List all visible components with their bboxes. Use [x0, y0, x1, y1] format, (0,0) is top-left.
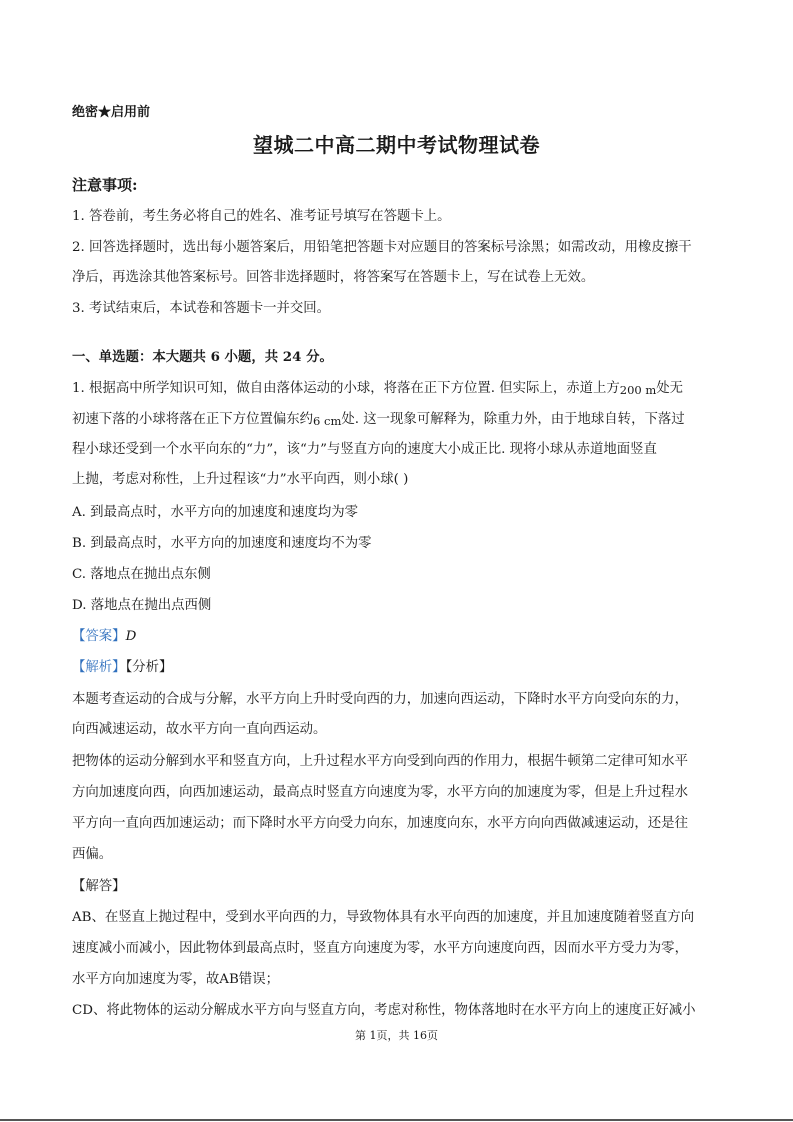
notice-item-2: 2. 回答选择题时，选出每小题答案后，用铅笔把答题卡对应题目的答案标号涂黑；如需改动，用橡皮擦干: [72, 240, 692, 255]
analysis-line: 本题考查运动的合成与分解，水平方向上升时受向西的力，加速向西运动，下降时水平方向受向东的力，: [72, 692, 688, 707]
notice-item-3: 3. 考试结束后，本试卷和答题卡一并交回。: [72, 301, 331, 316]
option-b: B. 到最高点时，水平方向的加速度和速度均不为零: [72, 536, 372, 551]
analysis-line: 平方向一直向西加速运动；而下降时水平方向受力向东，加速度向东，水平方向向西做减速运动，还是往: [72, 816, 688, 831]
q-unit-offset: 6 cm: [313, 414, 342, 428]
answer-value: D: [125, 629, 137, 644]
notice-item-2-cont: 净后，再选涂其他答案标号。回答非选择题时，将答案写在答题卡上，写在试卷上无效。: [72, 270, 595, 285]
analysis-line: 方向加速度向西，向西加速运动，最高点时竖直方向速度为零，水平方向的加速度为零，但是上升过程水: [72, 785, 688, 800]
analysis-row: [72, 658, 172, 678]
question-line-4: 上抛，考虑对称性，上升过程该“力”水平向西，则小球( ): [72, 472, 409, 487]
option-a: A. 到最高点时，水平方向的加速度和速度均为零: [72, 505, 358, 520]
question-line-1: [72, 378, 683, 399]
q-text: 处. 这一现象可解释为，除重力外，由于地球自转，下落过: [341, 412, 685, 427]
analysis-sub-label: 【分析】: [125, 660, 173, 675]
analysis-line: 向西减速运动，故水平方向一直向西运动。: [72, 722, 327, 737]
q-text: 1. 根据高中所学知识可知，做自由落体运动的小球，将落在正下方位置. 但实际上，赤道上方: [72, 381, 620, 396]
analysis-label: 【解析】: [72, 660, 126, 675]
question-line-2: [72, 409, 685, 430]
notice-heading: 注意事项:: [72, 176, 138, 194]
solution-line: 速度减小而减小，因此物体到最高点时，竖直方向速度为零，水平方向速度向西，因而水平方受力为零，: [72, 941, 688, 956]
option-d: D. 落地点在抛出点西侧: [72, 598, 212, 613]
solution-line: AB、在竖直上抛过程中，受到水平向西的力，导致物体具有水平向西的加速度，并且加速度随着竖直方向: [72, 910, 695, 925]
solution-line: CD、将此物体的运动分解成水平方向与竖直方向，考虑对称性，物体落地时在水平方向上的速度正好减小: [72, 1003, 696, 1018]
q-text: 处无: [656, 381, 684, 396]
answer-label: 【答案】: [72, 629, 126, 644]
solution-label: 【解答】: [72, 879, 126, 894]
page-number: 第 1页，共 16页: [355, 1029, 438, 1042]
question-line-3: 程小球还受到一个水平向东的“力”，该“力”与竖直方向的速度大小成正比. 现将小球从赤道地面竖直: [72, 442, 657, 457]
option-c: C. 落地点在抛出点东侧: [72, 567, 211, 582]
notice-item-1: 1. 答卷前，考生务必将自己的姓名、准考证号填写在答题卡上。: [72, 209, 451, 224]
section-title: 一、单选题：本大题共 6 小题，共 24 分。: [72, 349, 333, 365]
q-unit-height: 200 m: [619, 383, 657, 397]
analysis-line: 把物体的运动分解到水平和竖直方向，上升过程水平方向受到向西的作用力，根据牛顿第二定律可知水平: [72, 754, 688, 769]
secret-label: 绝密★启用前: [72, 105, 151, 120]
exam-title: 望城二中高二期中考试物理试卷: [253, 133, 540, 157]
solution-line: 水平方向加速度为零，故AB错误；: [72, 972, 279, 987]
analysis-line: 西偏。: [72, 847, 113, 862]
bottom-divider: [0, 1119, 793, 1121]
answer-row: [72, 627, 136, 647]
q-text: 初速下落的小球将落在正下方位置偏东约: [72, 412, 314, 427]
